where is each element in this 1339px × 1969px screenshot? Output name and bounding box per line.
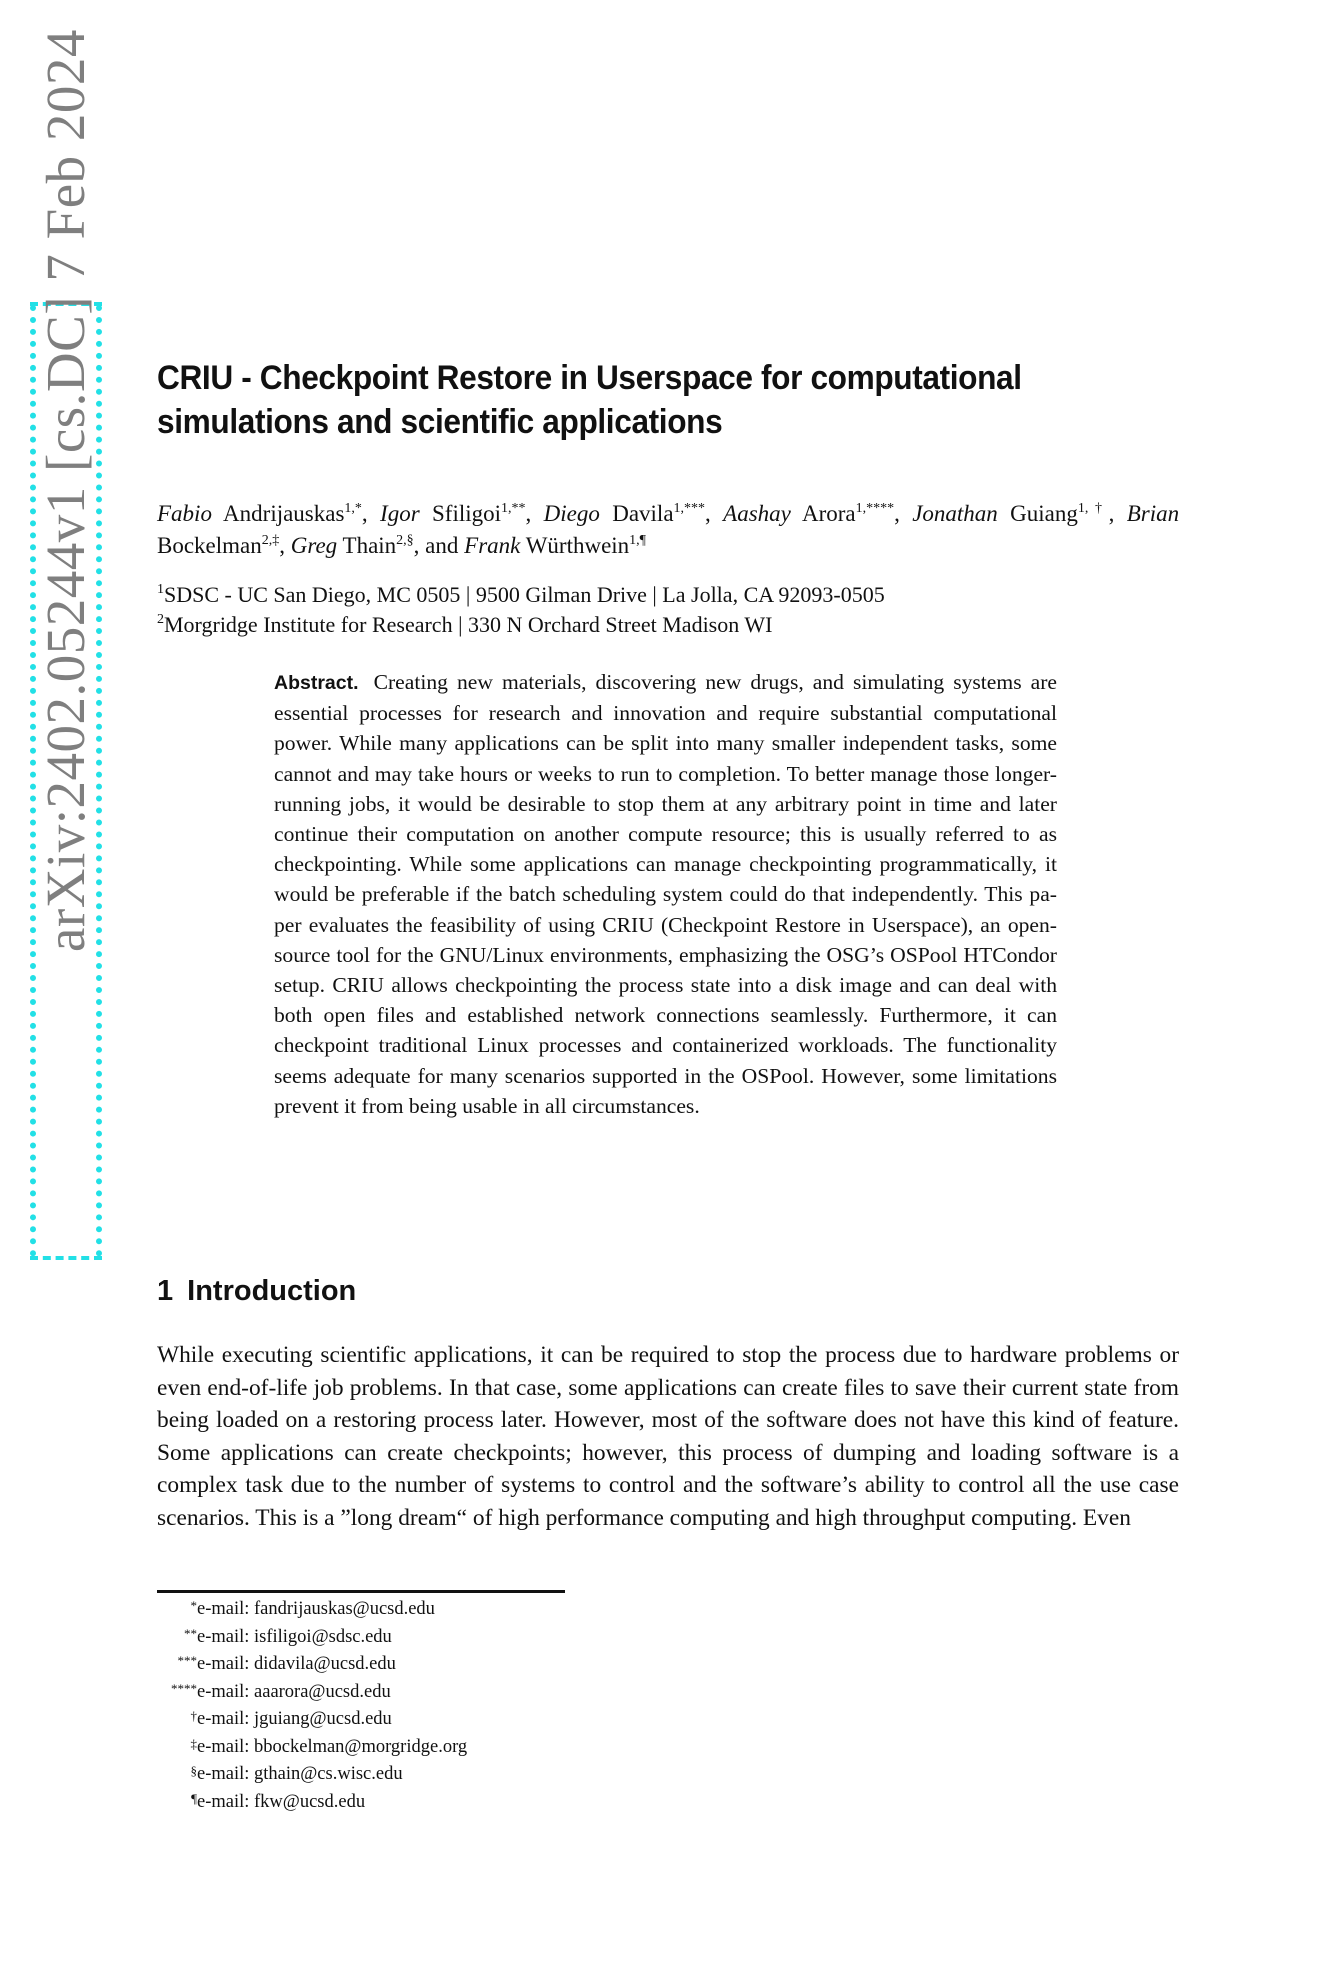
affiliations (157, 580, 1179, 640)
paper-title: CRIU - Checkpoint Restore in Userspace for computational simulations and scientific applications (157, 359, 1022, 441)
footnote: § e-mail: gthain@cs.wisc.edu (190, 1763, 403, 1784)
introduction-paragraph: While executing scientific applications, it can be required to stop the process due to hardware problems or even end-of-life job problems. In that case, some applications can create files to save their current state from being loaded on a restoring process later. However, most of the software does not have this kind of feature. Some applications can create checkpoints; however, this process of dumping and loading software is a complex task due to the number of systems to control and the software’s ability to control all the use case scenarios. This is a ”long dream“ of high performance computing and high throughput computing. Even (157, 1342, 1179, 1531)
section-title: Introduction (187, 1275, 357, 1307)
abstract (274, 667, 1057, 1121)
footnote: * e-mail: fandrijauskas@ucsd.edu (190, 1598, 435, 1619)
section-number: 1 (157, 1275, 174, 1307)
author: Frank Würthwein$^{1,\P}$ (464, 533, 647, 558)
footnote: ‡ e-mail: bbockelman@morgridge.org (190, 1735, 468, 1757)
section-heading-introduction (157, 1273, 356, 1309)
author: Greg Thain$^{2,\S}$, and (290, 533, 465, 558)
author: Igor Sfiligoi$^{1,**}$, (380, 501, 544, 526)
author: Brian Bockelman$^{2,\ddagger}$, (157, 501, 1180, 558)
footnote: ¶ e-mail: fkw@ucsd.edu (191, 1790, 366, 1812)
abstract-label: Abstract. (274, 672, 359, 694)
author: Aashay Arora$^{1,****}$, (723, 501, 913, 526)
footnote: *** e-mail: didavila@ucsd.edu (177, 1653, 396, 1674)
footnote: **** e-mail: aaarora@ucsd.edu (171, 1680, 391, 1702)
author-list (157, 498, 1179, 562)
footnote: ** e-mail: isfiligoi@sdsc.edu (184, 1625, 392, 1647)
author: Fabio Andrijauskas$^{1,*}$, (157, 501, 381, 526)
footnotes (157, 1596, 577, 1816)
author: Jonathan Guiang$^{1,\dagger}$, (912, 501, 1127, 526)
author: Diego Davila$^{1,***}$, (543, 501, 724, 526)
arxiv-identifier-stamp: arXiv:2402.05244v1 [cs.DC] 7 Feb 2024 (35, 29, 96, 952)
affiliation: $^2$Morgridge Institute for Research | 330 N Orchard Street Madison WI (157, 612, 773, 637)
footnote: † e-mail: jguiang@ucsd.edu (190, 1708, 392, 1729)
affiliation: $^1$SDSC - UC San Diego, MC 0505 | 9500 Gilman Drive | La Jolla, CA 92093-0505 (157, 582, 885, 607)
abstract-text: Creating new materials, discovering new drugs, and simulating systems are essential processes for research and innovation and require substantial computational power. While many applications can be split into many smaller independent tasks, some cannot and may take hours or weeks to run to completion. To better manage those longer-running jobs, it would be desirable to stop them at any arbitrary point in time and later continue their computation on another compute resource; this is usually referred to as checkpointing. While some applications can manage checkpointing programmatically, it would be preferable if the batch scheduling system could do that independently. This paper evaluates the feasibility of using CRIU (Checkpoint Restore in Userspace), an open-source tool for the GNU/Linux environments, emphasizing the OSG’s OSPool HTCondor setup. CRIU allows checkpointing the process state into a disk image and can deal with both open files and established network connections seamlessly. Furthermore, it can checkpoint traditional Linux processes and containerized workloads. The functionality seems adequate for many scenarios supported in the OSPool. However, some limitations prevent it from being usable in all circumstances. (274, 670, 1057, 1118)
footnote-divider (157, 1590, 565, 1593)
